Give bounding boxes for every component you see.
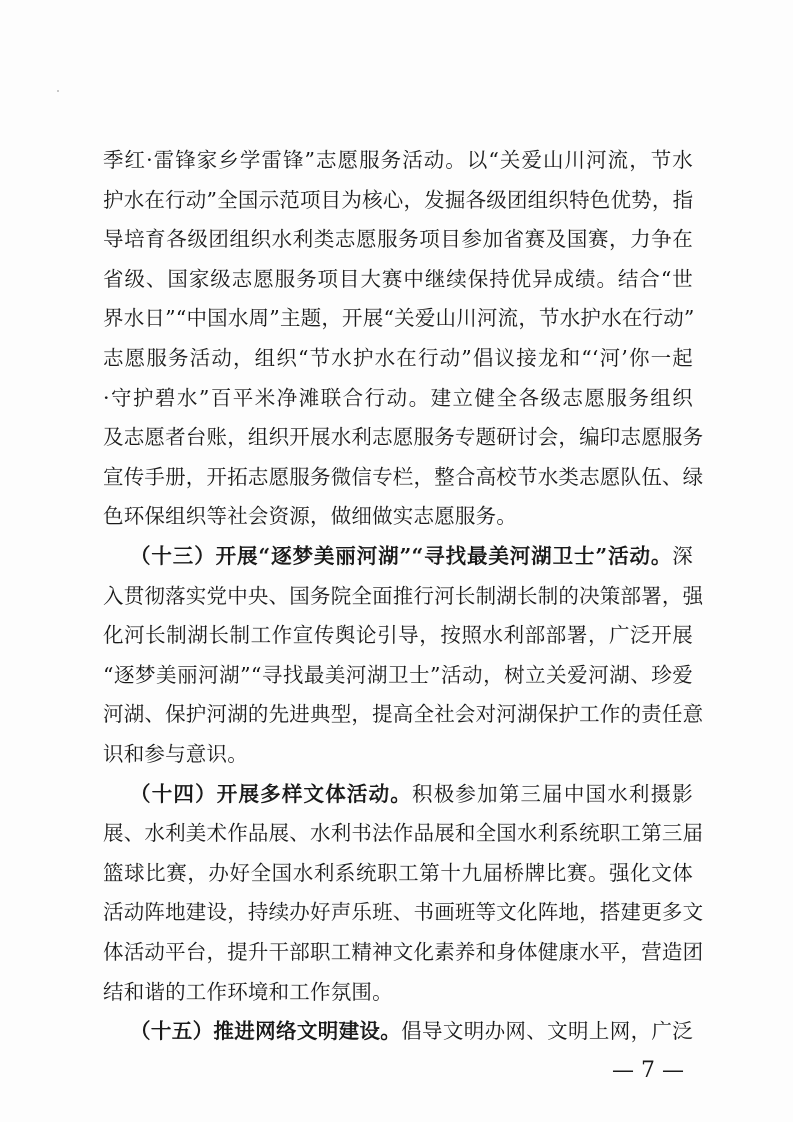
body-line: 导培育各级团组织水利类志愿服务项目参加省赛及国赛，力争在	[103, 227, 693, 252]
scan-mark	[57, 90, 59, 92]
section-13-heading: （十三）开展“逐梦美丽河湖”“寻找最美河湖卫士”活动。	[130, 544, 673, 568]
body-line: 色环保组织等社会资源，做细做实志愿服务。	[103, 504, 517, 529]
body-line: “逐梦美丽河湖”“寻找最美河湖卫士”活动，树立关爱河湖、珍爱	[103, 662, 693, 687]
section-15-first-line	[130, 1011, 693, 1051]
section-14-heading: （十四）开展多样文体活动。	[130, 781, 412, 806]
section-15-heading: （十五）推进网络文明建设。	[130, 1019, 402, 1044]
body-line: 化河长制湖长制工作宣传舆论引导，按照水利部部署，广泛开展	[103, 623, 693, 648]
section-13-first-text: 深	[672, 544, 693, 568]
section-13-first-line	[130, 536, 693, 576]
section-14-first-line	[130, 774, 693, 814]
body-line: 及志愿者台账，组织开展水利志愿服务专题研讨会，编印志愿服务	[103, 425, 704, 450]
body-line: 护水在行动”全国示范项目为核心，发掘各级团组织特色优势，指	[103, 187, 694, 212]
body-line: 河湖、保护河湖的先进典型，提高全社会对河湖保护工作的责任意	[103, 702, 704, 727]
body-line: 季红·雷锋家乡学雷锋”志愿服务活动。以“关爱山川河流，节水	[103, 148, 693, 172]
body-line: 篮球比赛，办好全国水利系统职工第十九届桥牌比赛。强化文体	[103, 860, 693, 885]
section-14-first-text: 积极参加第三届中国水利摄影	[412, 781, 693, 806]
body-line: 界水日”“中国水周”主题，开展“关爱山川河流，节水护水在行动”	[103, 306, 695, 331]
page-number: — 7 —	[612, 1057, 684, 1083]
body-line: 活动阵地建设，持续办好声乐班、书画班等文化阵地，搭建更多文	[103, 900, 704, 925]
body-line: 体活动平台，提升干部职工精神文化素养和身体健康水平，营造团	[103, 940, 704, 964]
body-line: 识和参与意识。	[103, 742, 248, 766]
body-line: 展、水利美术作品展、水利书法作品展和全国水利系统职工第三届	[103, 821, 704, 846]
body-line: 志愿服务活动，组织“节水护水在行动”倡议接龙和“‘河’你一起	[103, 346, 693, 370]
body-line: 结和谐的工作环境和工作氛围。	[103, 979, 393, 1004]
body-line: 省级、国家级志愿服务项目大赛中继续保持优异成绩。结合“世	[103, 266, 693, 291]
body-line: 入贯彻落实党中央、国务院全面推行河长制湖长制的决策部署，强	[103, 583, 704, 608]
body-line: 宣传手册，开拓志愿服务微信专栏，整合高校节水类志愿队伍、绿	[103, 464, 704, 489]
section-15-first-text: 倡导文明办网、文明上网，广泛	[401, 1019, 693, 1044]
body-line: ·守护碧水”百平米净滩联合行动。建立健全各级志愿服务组织	[103, 385, 693, 410]
